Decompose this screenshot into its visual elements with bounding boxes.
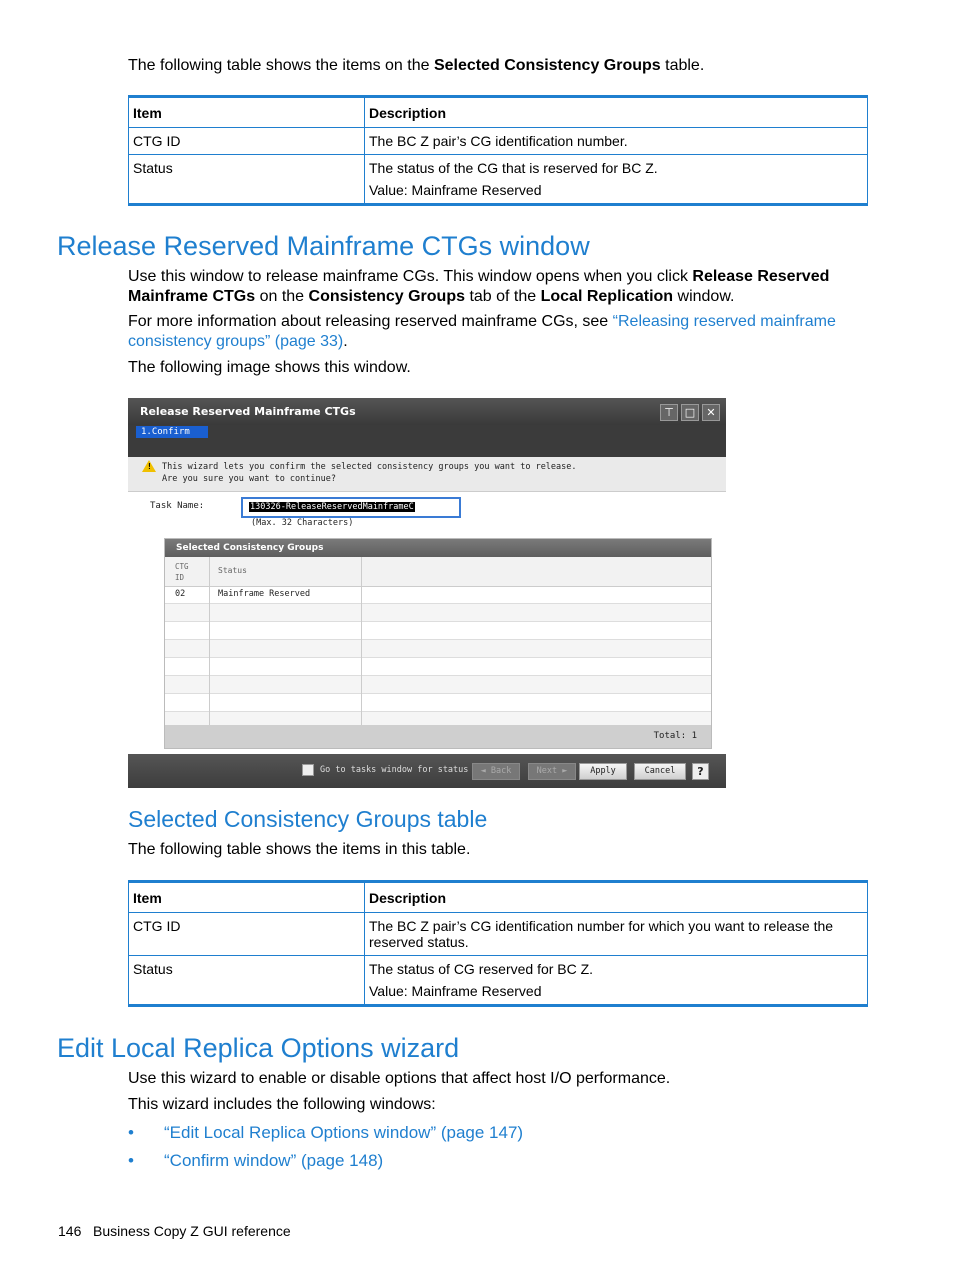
grid-row-empty bbox=[165, 676, 711, 694]
desc-value-line: Value: Mainframe Reserved bbox=[369, 182, 542, 198]
text: Use this window to release mainframe CGs. This window opens when you click bbox=[128, 268, 693, 285]
warning-icon: ! bbox=[142, 460, 156, 472]
column-header-status[interactable]: Status bbox=[218, 566, 247, 575]
message-line: Are you sure you want to continue? bbox=[162, 474, 336, 484]
table-header-description: Description bbox=[365, 882, 868, 913]
grid-footer bbox=[165, 725, 711, 748]
bold-term: Consistency Groups bbox=[308, 288, 465, 305]
table-row bbox=[129, 956, 868, 1006]
help-icon[interactable]: ? bbox=[692, 763, 709, 780]
intro-bold: Selected Consistency Groups bbox=[433, 57, 661, 74]
section-heading-edit-local-replica: Edit Local Replica Options wizard bbox=[57, 1033, 460, 1063]
table-cell-description bbox=[365, 913, 868, 956]
grid-row-empty bbox=[165, 622, 711, 640]
footer-title: Business Copy Z GUI reference bbox=[93, 1223, 291, 1239]
table-cell-item: Status bbox=[129, 155, 365, 205]
desc-line: The BC Z pair’s CG identification number for which you want to release the reserved status. bbox=[369, 918, 834, 950]
table-cell-item: Status bbox=[129, 956, 365, 1006]
page-footer bbox=[58, 1223, 291, 1239]
grid-row-empty bbox=[165, 712, 711, 726]
message-text bbox=[162, 461, 577, 485]
consistency-groups-grid bbox=[164, 538, 712, 749]
bold-term: Release Reserved Mainframe CTGs bbox=[128, 268, 830, 305]
column-divider bbox=[361, 557, 362, 725]
grid-row[interactable] bbox=[165, 586, 711, 604]
dialog-title-bar bbox=[128, 398, 726, 425]
page-number: 146 bbox=[58, 1223, 82, 1239]
table-row bbox=[129, 155, 868, 205]
pin-icon[interactable]: ⊤ bbox=[660, 404, 678, 421]
bullet-icon: • bbox=[128, 1123, 134, 1142]
section1-paragraph-1 bbox=[128, 267, 868, 307]
window-list bbox=[128, 1122, 523, 1178]
dialog-footer bbox=[128, 754, 726, 788]
table-header-item: Item bbox=[129, 97, 365, 128]
grid-cell-ctg-id: 02 bbox=[175, 589, 186, 599]
table-header-description: Description bbox=[365, 97, 868, 128]
bold-term: Local Replication bbox=[540, 288, 674, 305]
intro-text-end: table. bbox=[660, 57, 705, 74]
text: . bbox=[343, 333, 348, 350]
grid-cell-status: Mainframe Reserved bbox=[218, 589, 311, 599]
section1-paragraph-3: The following image shows this window. bbox=[128, 359, 411, 376]
table-row bbox=[129, 913, 868, 956]
list-item bbox=[128, 1150, 523, 1178]
apply-button[interactable]: Apply bbox=[579, 763, 627, 780]
step-confirm: 1.Confirm bbox=[136, 426, 208, 438]
close-icon[interactable]: ✕ bbox=[702, 404, 720, 421]
table-cell-description bbox=[365, 956, 868, 1006]
grid-row-empty bbox=[165, 640, 711, 658]
table-cell-description bbox=[365, 128, 868, 155]
desc-line: The BC Z pair’s CG identification number. bbox=[369, 133, 628, 149]
table-header-item: Item bbox=[129, 882, 365, 913]
message-line: This wizard lets you confirm the selected consistency groups you want to release. bbox=[162, 462, 577, 472]
table-cell-item: CTG ID bbox=[129, 128, 365, 155]
column-divider bbox=[209, 557, 210, 725]
task-name-label: Task Name: bbox=[150, 501, 205, 511]
grid-row-empty bbox=[165, 604, 711, 622]
message-bar bbox=[128, 457, 726, 492]
maximize-icon[interactable]: □ bbox=[681, 404, 699, 421]
next-button[interactable]: Next ► bbox=[528, 763, 576, 780]
text: tab of the bbox=[465, 288, 541, 305]
text: window. bbox=[673, 288, 735, 305]
task-name-input[interactable] bbox=[241, 497, 461, 518]
subsection-heading-selected-groups: Selected Consistency Groups table bbox=[128, 806, 488, 832]
cancel-button[interactable]: Cancel bbox=[634, 763, 686, 780]
column-header-ctg-id[interactable]: CTG ID bbox=[175, 562, 189, 582]
list-item bbox=[128, 1122, 523, 1150]
grid-title: Selected Consistency Groups bbox=[165, 539, 711, 557]
go-to-tasks-checkbox[interactable] bbox=[302, 764, 314, 776]
dialog-title: Release Reserved Mainframe CTGs bbox=[140, 405, 356, 418]
table-cell-description bbox=[365, 155, 868, 205]
max-characters-label: (Max. 32 Characters) bbox=[251, 518, 354, 528]
total-count: Total: 1 bbox=[653, 731, 697, 741]
section3-paragraph-1: Use this wizard to enable or disable options that affect host I/O performance. bbox=[128, 1070, 671, 1087]
table-items-1 bbox=[128, 95, 868, 206]
back-button[interactable]: ◄ Back bbox=[472, 763, 520, 780]
cross-reference-link[interactable]: “Confirm window” (page 148) bbox=[164, 1151, 384, 1170]
grid-row-empty bbox=[165, 694, 711, 712]
table-row bbox=[129, 128, 868, 155]
desc-line: The status of the CG that is reserved for BC Z. bbox=[369, 160, 658, 176]
desc-value-line: Value: Mainframe Reserved bbox=[369, 983, 542, 999]
grid-row-empty bbox=[165, 658, 711, 676]
task-name-value: 130326-ReleaseReservedMainframeC bbox=[250, 502, 414, 512]
cross-reference-link[interactable]: “Releasing reserved mainframe consistency groups” (page 33) bbox=[128, 313, 836, 350]
intro-paragraph bbox=[128, 56, 704, 76]
grid-header bbox=[165, 557, 711, 587]
text: For more information about releasing reserved mainframe CGs, see bbox=[128, 313, 613, 330]
text: on the bbox=[255, 288, 309, 305]
table-items-2 bbox=[128, 880, 868, 1007]
section3-paragraph-2: This wizard includes the following windows: bbox=[128, 1096, 436, 1113]
go-to-tasks-label: Go to tasks window for status bbox=[320, 765, 469, 775]
dialog-screenshot bbox=[128, 398, 726, 788]
section2-paragraph: The following table shows the items in this table. bbox=[128, 841, 471, 858]
cross-reference-link[interactable]: “Edit Local Replica Options window” (page 147) bbox=[164, 1123, 524, 1142]
section1-paragraph-2 bbox=[128, 312, 868, 352]
wizard-step-bar bbox=[128, 425, 726, 457]
desc-line: The status of CG reserved for BC Z. bbox=[369, 961, 594, 977]
intro-text: The following table shows the items on the bbox=[128, 57, 434, 74]
section-heading-release: Release Reserved Mainframe CTGs window bbox=[57, 231, 590, 261]
bullet-icon: • bbox=[128, 1151, 134, 1170]
table-cell-item: CTG ID bbox=[129, 913, 365, 956]
